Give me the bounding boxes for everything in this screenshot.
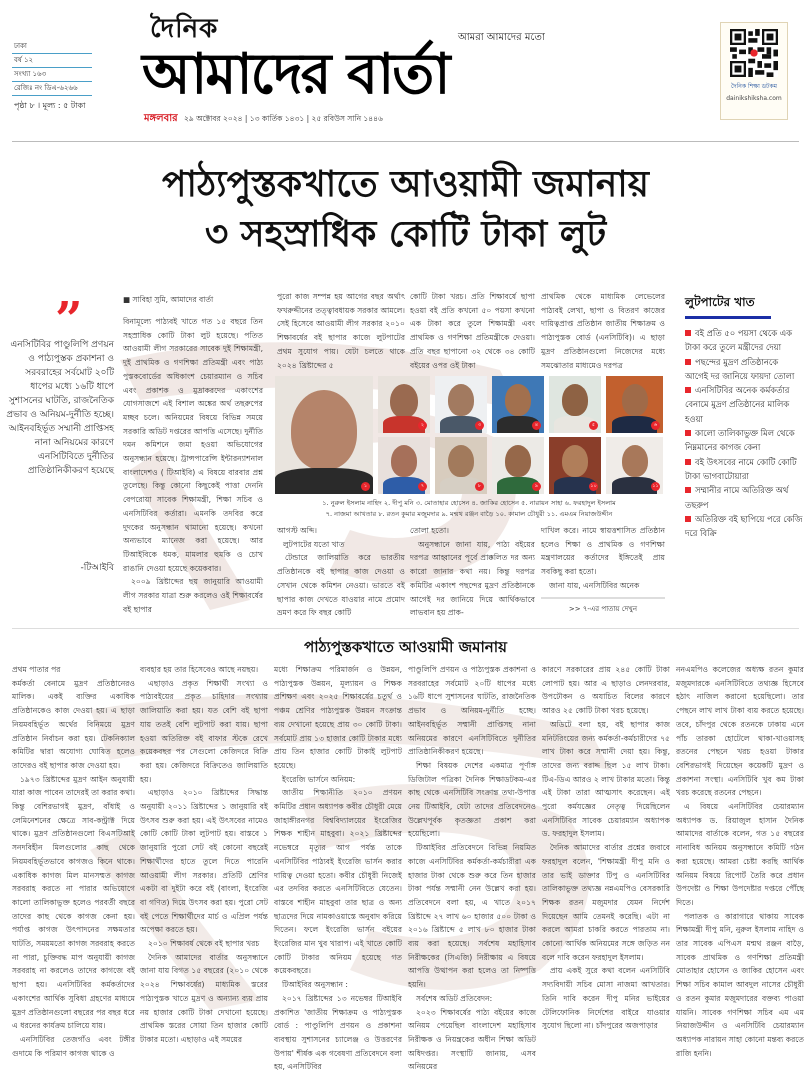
article-subhead: লুটপাটের যতো খাত <box>283 539 345 549</box>
sidebar-item <box>685 355 803 384</box>
sidebar-item <box>685 455 803 484</box>
photo-portrait <box>606 437 663 494</box>
article-paragraph: দৈনিক আমাদের বার্তার অনুসন্ধানে জানা যায় বিগত ১৫ বছরের (২০১০ থেকে ২০২৪ শিক্ষাবর্ষের) মাধ্যমিক স্তরের পাঠ্যপুস্তক খাতে মুদ্রণ ও অন্যান্য ব্যয় প্রায় নয় হাজার কোটি টাকা দেখানো হয়েছে। প্রাথমিক স্তরের সোয়া তিন হাজার কোটি টাকার মতো। এছাড়াও এই সময়ের <box>140 952 268 1044</box>
continuation-column-6 <box>676 663 804 1060</box>
sidebar-item <box>685 426 803 455</box>
caption-line-1: ১. নুরুল ইসলাম নাহিদ ২. দীপু মনি ৩. মোতাহার হোসেন ৪. জাকির হোসেন ৫. নারায়ন সাহা ৬. ফরহাদুল ইসলাম <box>322 499 616 507</box>
photo-portrait <box>549 437 601 494</box>
masthead-divider <box>12 141 799 142</box>
bullet-square-icon <box>685 487 691 493</box>
sidebar-item-text: পছন্দের মুদ্রণ প্রতিষ্ঠানকে আগেই দর জানিয়ে ফায়দা তোলা <box>685 356 795 381</box>
article-paragraph: ব্যবহার হয় তার হিসেবেও আছে নয়ছয়। <box>140 665 259 674</box>
article-column-3-bottom <box>410 524 535 620</box>
continuation-headline: পাঠ্যপুস্তকখাতে আওয়ামী জমানায় <box>304 638 507 656</box>
article-column-2-bottom <box>277 524 405 620</box>
article-paragraph: এনসিটিবির তেজগাঁও এবং টঙ্গীর গুদামে কি পরিমাণ কাগজ থাকে ও <box>12 1034 135 1058</box>
article-paragraph: অডিটে বলা হয়, বই ছাপার কাজ মনিটরিংয়ের জন্য কর্মকর্তা-কর্মচারীদের ৭৫ লাখ টাকা করে সম্মানী দেয়া হয়। কিন্তু, তাদের জন্য বরাদ্দ ছিল ১৫ লাখ টাকা। টিএ-ডিএ আরও ২ লাখ টাকার মতো। কিন্তু এই টাকা তারা আত্মসাৎ করেছেন। এই পুরো কর্মযজ্ঞের নেতৃত্ব দিয়েছিলেন এনসিটিবির সাবেক চেয়ারম্যান অধ্যাপক ড. ফরহাদুল ইসলাম। <box>542 719 670 839</box>
article-subhead: টিআইবির অনুসন্ধান : <box>282 980 348 990</box>
bullet-square-icon <box>685 430 691 436</box>
dateline <box>144 112 383 126</box>
article-paragraph: পাণ্ডুলিপি প্রণয়ন ও পাঠ্যপুস্তক প্রকাশনা ও সরবরাহের সর্বমোট ২০টি ধাপের মধ্যে ১৬টি ধাপে সুশাসনের ঘাটতি, রাজনৈতিক প্রভাব ও অনিয়ম-দুর্নীতি হচ্ছে। আইনবহির্ভূত সম্মানী প্রাপ্তিসহ নানা অনিয়মের কারণে এনসিটিবিতে দুর্নীতির প্রাতিষ্ঠানিকীকরণ হয়েছে। <box>408 665 536 757</box>
article-paragraph: তোলা হতো। <box>410 526 449 535</box>
article-paragraph: ২০০৯ খ্রিষ্টাব্দের ছয় জানুয়ারি আওয়ামী লীগ সরকার যাত্রা শুরু করলেও ওই শিক্ষাবর্ষের বই ছাপার <box>123 577 263 614</box>
sidebar-item <box>685 383 803 426</box>
weekday: মঙ্গলবার <box>144 113 178 124</box>
headline-line-2: ৩ সহস্রাধিক কোটি টাকা লুট <box>204 214 607 255</box>
article-column-1 <box>123 315 263 616</box>
bullet-square-icon <box>685 387 691 393</box>
photo-number: ৬ <box>651 421 660 430</box>
bullet-square-icon <box>685 516 691 522</box>
article-paragraph: পলাতক ও কারাগারে থাকায় সাবেক শিক্ষামন্ত্রী দীপু মনি, নুরুল ইসলাম নাহিদ ও তার সাবেক এপিএস মন্মথ রঞ্জন বাড়ৈ, সাবেক প্রাথমিক ও গণশিক্ষা প্রতিমন্ত্রী মোতাহার হোসেন ও জাকির হোসেন এবং শিক্ষা সচিব কামাল আবদুল নাসের চৌধুরী ও রতন কুমার মজুমদারের বক্তব্য পাওয়া যায়নি। সাবেক গণশিক্ষা সচিব এম এম নিয়াজউদ্দীন ও এনসিটিবি চেয়ারম্যান অধ্যাপক নারায়ন সাহা কোনো মন্তব্য করতে রাজি হননি। <box>676 911 804 1058</box>
sidebar-title: লুটপাটের খাত <box>685 295 755 309</box>
photo-portrait <box>378 437 430 494</box>
sidebar-list <box>685 326 803 540</box>
pull-quote-source: -টিআইবি <box>80 563 114 573</box>
article-paragraph: ননএমপিও কলেজের অধ্যক্ষ রতন কুমার মজুমদারকে এনসিটিবিতে তথ্যজ্ঞ হিসেবে হঠাৎ নাজিল করানো হয়েছিলো। তার পেছনে লাখ লাখ টাকা ব্যয় করতে হয়েছে। তবে, চাঁদপুর থেকে রতনকে ঢাকায় এনে পাঁচ তারকা হোটেলে থাকা-খাওয়াসহ রতনের পেছনে খরচ হওয়া টাকার বেশিরভাগই দিয়েছেন কয়েকটি মুদ্রণ ও প্রকাশনা সংস্থা। এনসিটিবি খুব কম টাকা খরচ করেছে রতনের পেছনে। <box>676 665 804 798</box>
section-divider <box>12 628 799 629</box>
article-paragraph: এ বিষয়ে এনসিটিবির চেয়ারম্যান অধ্যাপক ড. রিয়াজুল হাসান দৈনিক আমাদের বার্তাকে বলেন, গত ১৫ বছরের নানাবিধ অনিয়ম অনুসন্ধানে কমিটি গঠন করা হয়েছে। আমরা চেষ্টা করছি আর্থিক অনিয়ম বিষয়ে রিপোর্ট তৈরি করে প্রধান উপদেষ্টা ও শিক্ষা উপদেষ্টার দপ্তরে পৌঁছে দিতে। <box>676 802 804 907</box>
article-paragraph: আগস্ট অব্দি। <box>277 526 317 535</box>
sidebar-item-text: সম্মানীর নামে অতিরিক্ত অর্থ তছরুপ <box>685 485 789 510</box>
bullet-square-icon <box>685 459 691 465</box>
photo-portrait <box>275 376 373 494</box>
photo-portrait <box>492 376 544 433</box>
photo-portrait <box>549 376 601 433</box>
meta-issue: সংখ্যা ১৬৩ <box>12 68 92 82</box>
article-subhead: সর্বশেষ অডিট প্রতিবেদন: <box>416 993 493 1003</box>
article-paragraph: কারণে সরকারের প্রায় ২৪৫ কোটি টাকা লোপাট হয়। আর এ ছাড়াও লেনদরবার, উপঢৌকন ও অযাচিত বিলের কারণে আরও ২৫ কোটি টাকা খরচ হয়েছে। <box>542 665 670 716</box>
photo-portrait <box>606 376 663 433</box>
headline-line-1: পাঠ্যপুস্তকখাতে আওয়ামী জমানায় <box>162 164 649 205</box>
continuation-column-5 <box>542 663 670 1033</box>
continuation-column-1 <box>12 663 135 1060</box>
bullet-square-icon <box>685 359 691 365</box>
article-paragraph: টিআইবির প্রতিবেদনে বিভিন্ন নিয়মিত কাজে এনসিটিবির কর্মকর্তা-কর্মচারীরা এক হাজার টাকা থেকে শুরু করে তিন হাজার টাকা পর্যন্ত সম্মানী নেন উল্লেখ করা হয়। প্রতিবেদনে বলা হয়, এ খাতে ২০১৭ খ্রিষ্টাব্দে ২৭ লাখ ৬০ হাজার ৫০০ টাকা ও ২০১৬ খ্রিষ্টাব্দে ৫ লাখ ৮০ হাজার টাকা ব্যয় করা হয়েছে। সর্বশেষ মহাহিসাব নিরীক্ষকের (সিএজি) নিরীক্ষায় এ বিষয়ে আপত্তি উত্থাপন করা হলেও তা নিষ্পত্তি হয়নি। <box>408 843 536 990</box>
byline: ■ সাবিহা সুমি, আমাদের বার্তা <box>123 295 214 304</box>
meta-city: ঢাকা <box>12 40 92 54</box>
kicker-from-front-page: প্রথম পাতার পর <box>12 665 61 674</box>
article-paragraph: মধ্যে শিক্ষাক্রম পরিমার্জন ও উন্নয়ন, পাঠ্যপুস্তক উন্নয়ন, মূল্যায়ন ও শিক্ষক প্রশিক্ষণ এবং ২০২৫ শিক্ষাবর্ষের চতুর্থ ও পঞ্চম শ্রেণির পাঠ্যপুস্তক উন্নয়ন সংক্রান্ত ব্যয় দেখানো হয়েছে প্রায় ৩০ কোটি টাকা। সর্বমোট প্রায় ১৩ হাজার কোটি টাকার মধ্যে প্রায় তিন হাজার কোটি টাকাই লুটপাট হয়েছে। <box>274 665 402 770</box>
newspaper-logo: আমাদের বার্তা <box>142 42 449 107</box>
sidebar-item-text: অতিরিক্ত বই ছাপিয়ে পরে কেজি দরে বিক্রি <box>685 513 803 539</box>
photo-caption <box>275 498 663 520</box>
photo-number: ৫ <box>589 421 598 430</box>
article-paragraph: এছাড়াও প্রকৃত শিক্ষার্থী সংখ্যা ও পাঠ্যবইয়ের প্রকৃত চাহিদার সংখ্যায় জালিয়াতি করা হয়। যত বেশি বই ছাপা যায় ততই বেশি লুটপাট করা যায়। ছাপা হওয়া অতিরিক্ত বই বাফার স্টকে রেখে কয়েকবছর পর সেগুলো কেজিদরে বিক্রি করা হয়। কেজিদরে বিক্রিতেও জালিয়াতি হয়। <box>140 678 268 784</box>
quote-mark-icon: ” <box>55 292 83 348</box>
slogan: আমরা আমাদের মতো <box>458 32 545 43</box>
photo-portrait <box>435 376 487 433</box>
article-subhead: ইংরেজি ভার্সনে অনিয়ম: <box>282 774 356 784</box>
article-paragraph: শিক্ষা বিষয়ক দেশের একমাত্র পূর্ণাঙ্গ ডিজিটাল পত্রিকা দৈনিক শিক্ষাডটকম-এর কাছ থেকে এনসিটিবি সংক্রান্ত তথ্য-উপাত্ত নেয় টিআইবি, যেটা তাদের প্রতিবেদনেও উল্লেখপূর্বক কৃতজ্ঞতা প্রকাশ করা হয়েছিলো। <box>408 760 536 839</box>
photo-number: ১১ <box>652 483 659 489</box>
main-headline <box>0 160 811 260</box>
meta-registration: রেজিঃ নং ডিএ-৬২৬৬ <box>12 82 92 96</box>
continuation-column-2 <box>140 663 268 1047</box>
photo-number: ৭ <box>418 482 427 491</box>
photo-number: ৩ <box>475 421 484 430</box>
photo-number: ২ <box>418 421 427 430</box>
article-paragraph: ২০২৩ শিক্ষাবর্ষের পাঠ্য বইয়ের কাজে অনিয়ম পেয়েছিল বাংলাদেশ মহাহিসাব নিরীক্ষক ও নিয়ন্ত্রকের অধীন শিক্ষা অডিট অধিদপ্তর। সংস্থাটি জানায়, এসব অনিয়মের <box>408 1007 536 1072</box>
article-column-3-top: কোটি টাকা খরচ। প্রতি শিক্ষাবর্ষে ছাপা হওয়া বই প্রতি কখনো ৫০ পয়সা কখনো এক টাকা করে তুলে শিক্ষামন্ত্রী এবং প্রাথমিক ও গণশিক্ষা প্রতিমন্ত্রীকে দেওয়া। প্রতি বছর ছাপানো ৩২ থেকে ৩৪ কোটি বইয়ের ওপর ওই টাকা <box>410 292 535 370</box>
qr-brand-label: দৈনিক শিক্ষা ডটকম <box>731 83 777 90</box>
article-paragraph: এছাড়াও ২০১০ খ্রিষ্টাব্দের সিদ্ধান্ত অনুযায়ী ২০১১ খ্রিষ্টাব্দের ১ জানুয়ারি বই উৎসব শুরু করা হয়। এই উৎসবের নামেও কোটি কোটি টাকা লুটপাট হয়। বাস্তবে ১ জানুয়ারি পুরো সেট বই কোনো বছরেই শিক্ষার্থীদের হাতে তুলে দিতে পারেনি আওয়ামী লীগ সরকার। প্রতিটি শ্রেণির একটা বা দুইটা করে বই (বাংলা, ইংরেজি বা গণিত) দিয়ে উৎসব করা হয়। পুরো সেট বই পেতে শিক্ষার্থীদের মার্চ ও এপ্রিল পর্যন্ত অপেক্ষা করতে হয়। <box>140 788 268 935</box>
photo-portrait <box>492 437 544 494</box>
article-paragraph: জাতীয় শিক্ষানীতি ২০১০ প্রণয়ন কমিটির প্রধান অধ্যাপক কবীর চৌধুরী মেয়ে জাহাঙ্গীরনগর বিশ্ববিদ্যালয়ের ইংরেজির শিক্ষক শাহীন মাহবুবা। ২০২১ খ্রিষ্টাব্দের নভেম্বরে মৃত্যুর আগ পর্যন্ত তাকে এনসিটিবির পাঠ্যবই ইংরেজি ভার্সন করার দায়িত্ব দেওয়া হতো। কবীর চৌধুরী নিজেই এর তদবির করতে এনসিটিবিতে যেতেন। বাস্তবে শাহীন মাহবুবা তার ছাত্র ও অন্য ছাত্রদের দিয়ে নামকাওয়াস্তে অনুবাদ করিয়ে দিতেন। ফলে ইংরেজি ভার্সন বইয়ের ইংরেজির মান খুব খারাপ। এই খাতে কোটি কোটি টাকার অনিয়ম হয়েছে গত কয়েকবছরে। <box>274 788 402 976</box>
qr-url-label: dainikshiksha.com <box>726 95 782 102</box>
article-paragraph: দাখিল করে। নামে স্বায়ত্তশাসিত প্রতিষ্ঠান হলেও শিক্ষা ও প্রাথমিক ও গণশিক্ষা মন্ত্রণালয়ের কর্তাদের ইঙ্গিতেই প্রায় সবকিছু করা হতো। <box>541 526 665 577</box>
article-paragraph: কর্মকর্তা বেনামে মুদ্রণ প্রতিষ্ঠানেরও মালিক। একই ব্যক্তির একাধিক প্রতিষ্ঠানকেও কাজ দেওয়া হয়। এ ছাড়া নিয়মবহির্ভূত অর্থের বিনিময়ে মুদ্রণ প্রতিষ্ঠান নির্বাচন করা হয়। টেকনিক্যাল কমিটির দ্বারা অযোগ্য ঘোষিত হলেও তাদেরও বই ছাপার কাজ দেওয়া হয়। <box>12 678 135 770</box>
sidebar-item-text: কালো তালিকাভুক্ত মিল থেকে নিম্নমানের কাগজ কেনা <box>685 428 795 453</box>
article-paragraph: ২০১৭ খ্রিষ্টাব্দের ১৩ নভেম্বর টিআইবি প্রকাশিত 'জাতীয় শিক্ষাক্রম ও পাঠ্যপুস্তক বোর্ড : পাণ্ডুলিপি প্রণয়ন ও প্রকাশনা ব্যবস্থায় সুশাসনের চ্যালেঞ্জ ও উত্তরণের উপায়' শীর্ষক এক গবেষণা প্রতিবেদনে বলা হয়, এনসিটিবির <box>274 993 402 1072</box>
sidebar-item-text: বই উৎসবের নামে কোটি কোটি টাকা ভাগবাটোয়ারা <box>685 456 797 481</box>
article-paragraph: জানা যায়, এনসিটিবির অনেক <box>549 580 640 590</box>
brand-prefix: দৈনিক <box>150 14 219 44</box>
issue-meta <box>12 40 92 96</box>
article-paragraph: প্রায় একই সুরে কথা বলেন এনসিটিবি সদ্যবিদায়ী সচিব মোসা নাজমা আখতার। তিনি দাবি করেন দীপু মনির ভাইয়ের টেলিফোনিক নির্দেশের বাইরে যাওয়ার সুযোগ ছিলো না। চাঁদপুরের অজপাড়ার <box>542 966 670 1031</box>
sidebar-title-underline <box>685 316 771 319</box>
photo-grid <box>275 376 663 494</box>
qr-code-box[interactable] <box>720 22 788 120</box>
continuation-column-3 <box>274 663 402 1074</box>
sidebar-item-text: এনসিটিবির অনেক কর্মকর্তার বেনামে মুদ্রণ প্রতিষ্ঠানের মালিক হওয়া <box>685 385 790 424</box>
photo-portrait <box>435 437 487 494</box>
caption-line-2: ৭. নাজমা আখতার ৮. রতন কুমার মজুমদার ৯. মন্মথ রঞ্জন বাড়ৈ ১০. কামাল চৌধুরী ১১. এমএম নিয়াজউদ্দীন <box>325 510 613 518</box>
article-paragraph: অনুসন্ধানে জানা যায়, পাঠ্য বইয়ের দরপত্র আহ্বানের পূর্বে প্রাক্কলিত দর অন্য কারো জানার কথা নয়। কিন্তু দরপত্র কমিটির একাংশ পছন্দের মুদ্রণ প্রতিষ্ঠানকে আগেই দর জানিয়ে দিয়ে আর্থিকভাবে লাভবান হয় প্রাক- <box>410 539 535 618</box>
photo-number: ৪ <box>532 421 541 430</box>
photo-number: ৯ <box>532 482 541 491</box>
photo-number: ৮ <box>475 482 484 491</box>
article-column-4-bottom <box>541 524 665 593</box>
photo-number: ১ <box>361 482 370 491</box>
date-text: ২৯ অক্টোবর ২০২৪ | ১৩ কার্তিক ১৪৩১ | ২৫ রবিউস সানি ১৪৪৬ <box>184 114 383 123</box>
bullet-square-icon <box>685 330 691 336</box>
article-paragraph: দৈনিক আমাদের বার্তার প্রশ্নের জবাবে ফরহাদুল বলেন, 'শিক্ষামন্ত্রী দীপু মনি ও তার ভাই ডাক্তার টিপু ও এনসিটিবির তালিকাভুক্ত তথ্যজ্ঞ নন্নএমপিও বেসরকারি শিক্ষক রতন মজুমদার যেমন নির্দেশ দিয়েছেন আমি তেমনই করেছি। এটা না করলে আমরা চাকরি করতে পারতাম না। কোনো আর্থিক অনিয়মের সঙ্গে জড়িত নন বলে দাবি করেন ফরহাদুল ইসলাম। <box>542 843 670 962</box>
continuation-column-4 <box>408 663 536 1074</box>
meta-year: বর্ষ ১২ <box>12 54 92 68</box>
article-paragraph: ১৯৭৩ খ্রিষ্টাব্দের মুদ্রণ আইন অনুযায়ী যারা কাজ পাবেন তাদেরই তা করার কথা। কিন্তু বেশিরভাগই মুদ্রণ, বাঁধাই ও লেমিনেশনের ক্ষেত্রে সাব-কন্ট্রাক্ট দিয়ে থাকে। মুদ্রণ প্রতিষ্ঠানগুলো বিএসটিআই সনদবিহীন মিলগুলোর কাছ থেকে নিয়মবহির্ভূতভাবে কাগজও কিনে থাকে। একাধিক কাগজ মিল মানসম্মত কাগজ সরবরাহ করতে না পারার অভিযোগে কালো তালিকাভুক্ত হলেও পরবর্তী বছরে তাদের কাছ থেকে কাগজ কেনা হয়। পর্যাপ্ত কাগজ উৎপাদনের সক্ষমতার ঘাটতি, সময়মতো কাগজ সরবরাহ করতে না পারা, চুক্তিবদ্ধ মাপ অনুযায়ী কাগজ সরবরাহ না করলেও তাদের কাগজে বই ছাপা হয়। এনসিটিবির কর্মকর্তাদের একাংশের আর্থিক সুবিধা গ্রহণের মাধ্যমে মুদ্রণ প্রতিষ্ঠানগুলো বছরের পর বছর ধরে এ ধরনের কার্যক্রম চালিয়ে যায়। <box>12 774 135 1031</box>
article-paragraph: বিনামূল্যে পাঠ্যবই খাতে গত ১৫ বছরে তিন সহস্রাধিক কোটি টাকা লুট হয়েছে। পতিত আওয়ামী লীগ সরকারের সাবেক দুই শিক্ষামন্ত্রী, দুই প্রাথমিক ও গণশিক্ষা প্রতিমন্ত্রী এবং পাঠ্য পুস্তকবোর্ডের অধিকাংশ চেয়ারম্যান ও সচিব এবং প্রকাশক ও মুদ্রাকরদের একাংশের যোগসাজশে এই বিশাল অঙ্কের অর্থ তছরুপের মচ্ছব চলে। অনিয়মের বিষয়ে বিভিন্ন সময়ে সরকারি অডিট দপ্তরের আপত্তি এসেছে। দুর্নীতি দমন কমিশনে জমা হওয়া অভিযোগের অনুসন্ধান হয়েছে। ট্রান্সপারেন্সি ইন্টারন্যাশনাল বাংলাদেশও ( টিআইবি) এ বিষয়ে বারবার প্রশ্ন তুলেছে। কিন্তু কোনো কিছুকেই পাত্তা দেননি বেপরোয়া সাবেক শিক্ষামন্ত্রী, শিক্ষা সচিব ও এনসিটিবির কর্তারা। এমনকি তদবির করে দুদকের অনুসন্ধান থামানো হয়েছে। কখনো অন্যভাবে ম্যানেজ করা হয়েছে। আর টিআইবিকে ধমক, মামলার হুমকি ও চোখ রাঙানি দেওয়া হয়েছে কয়েকবার। <box>123 317 263 573</box>
pull-quote: এনসিটিবির পাণ্ডুলিপি প্রণয়ন ও পাঠ্যপুস্তক প্রকাশনা ও সরবরাহের সর্বমোট ২০টি ধাপের মধ্যে ১৬টি ধাপে সুশাসনের ঘাটতি, রাজনৈতিক প্রভাব ও অনিয়ম-দুর্নীতি হচ্ছে। আইনবহির্ভূত সম্মানী প্রাপ্তিসহ নানা অনিয়মের কারণে এনসিটিবিতে দুর্নীতির প্রাতিষ্ঠানিকীকরণ হয়েছে <box>6 340 114 476</box>
photo-portrait <box>378 376 430 433</box>
continued-on-page-link[interactable]: >> ৭-এর পাতায় দেখুন <box>568 605 638 613</box>
sidebar-item <box>685 326 803 355</box>
article-paragraph: টেন্ডারে জালিয়াতি করে ভারতীয় প্রতিষ্ঠানকে বই ছাপার কাজ দেওয়া ও সেখান থেকে কমিশন নেওয়া। ভারতে বই ছাপার কাজ দেখতে যাওয়ার নামে প্রমোদ ভ্রমণ করে ফি বছর কোটি <box>277 553 405 618</box>
article-column-4-top: প্রাথমিক থেকে মাধ্যমিক লেভেলের পাঠ্যবই লেখা, ছাপা ও বিতরণ কাজের দায়িত্বপ্রাপ্ত প্রতিষ্ঠান জাতীয় শিক্ষাক্রম ও পাঠ্যপুস্তক বোর্ড (এনসিটিবি)। এ ছাড়া মুদ্রণ প্রতিষ্ঠানগুলো নিজেদের মধ্যে সমঝোতার মাধ্যমেও দরপত্র <box>541 292 665 370</box>
sidebar-item <box>685 483 803 512</box>
article-column-2-top: পুরো কাজ সম্পন্ন হয় আগের বছর অর্থাৎ ফখরুদ্দীনের তত্ত্বাবধায়ক সরকার আমলে। সেই হিসেবে আওয়ামী লীগ সরকার ২০১০ শিক্ষাবর্ষের বই ছাপার কাজে লুটপাটের প্রথম সুযোগ পায়। যেটা চলতে থাকে ২০২৪ খ্রিষ্টাব্দের ৫ <box>277 292 406 370</box>
page-price: পৃষ্ঠা ৮ । মূল্য : ৫ টাকা <box>14 101 86 110</box>
continued-divider <box>541 597 665 599</box>
sidebar-item <box>685 512 803 541</box>
article-subhead: ২০১০ শিক্ষাবর্ষ থেকে বই ছাপার খরচ <box>148 939 260 949</box>
photo-number: ১০ <box>590 483 597 489</box>
qr-code-icon <box>730 29 778 77</box>
sidebar-item-text: বই প্রতি ৫০ পয়সা থেকে এক টাকা করে তুলে মন্ত্রীদের দেয়া <box>685 328 792 353</box>
